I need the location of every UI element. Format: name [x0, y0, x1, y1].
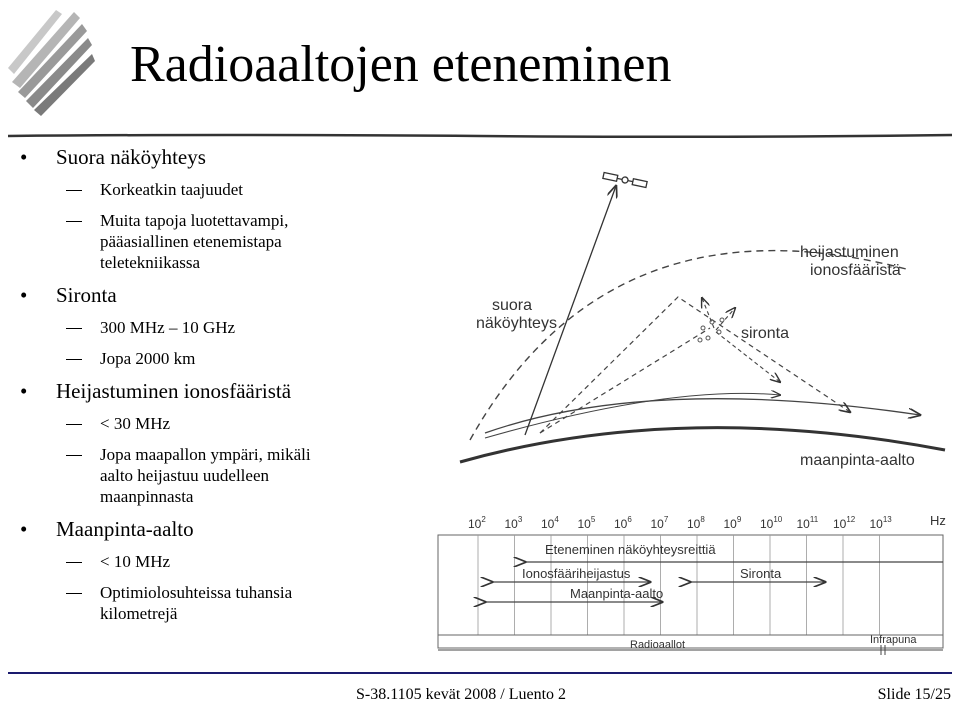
frequency-tick-label: $10^{11}$ [796, 515, 819, 531]
frequency-tick-label: $10^5$ [577, 515, 596, 531]
label-ground-wave: maanpinta-aalto [800, 452, 915, 469]
bullet-dot-icon: • [20, 145, 28, 169]
frequency-tick-label: $10^{10}$ [760, 515, 783, 531]
dash-icon [66, 328, 82, 329]
title-divider [8, 133, 952, 138]
scatter-path [540, 328, 710, 433]
satellite-icon [603, 172, 647, 187]
bullet-dot-icon: • [20, 379, 28, 403]
label-line-of-sight-2: näköyhteys [476, 315, 557, 332]
infrared-label: Infrapuna [870, 634, 917, 646]
frequency-tick-label: $10^2$ [468, 515, 486, 531]
footer-slide-number: Slide 15/25 [877, 686, 951, 703]
line-of-sight-path [525, 186, 616, 435]
sub-bullet [20, 582, 420, 624]
dash-icon [66, 359, 82, 360]
slide-title: Radioaaltojen eteneminen [130, 36, 672, 93]
sub-bullet-text: < 10 MHz [100, 552, 171, 571]
bullet-dot-icon: • [20, 517, 28, 541]
frequency-tick-label: $10^8$ [687, 515, 705, 531]
footer-course: S-38.1105 kevät 2008 / Luento 2 [356, 686, 567, 703]
sub-bullet [20, 444, 420, 507]
frequency-tick-label: $10^6$ [614, 515, 632, 531]
dash-icon [66, 190, 82, 191]
ionosphere-dashed-curve [470, 251, 910, 440]
sub-bullet-text: 300 MHz – 10 GHz [100, 318, 236, 337]
sub-bullet-text: Jopa maapallon ympäri, mikäli aalto heijastuu uudelleen maanpinnasta [100, 445, 311, 506]
bullet-ground-wave [20, 517, 420, 541]
bar-line-of-sight-label: Eteneminen näköyhteysreittiä [545, 542, 716, 557]
bullet-line-of-sight [20, 145, 420, 169]
sub-bullet [20, 210, 420, 273]
frequency-ticks [468, 515, 892, 531]
bar-ground-wave-label: Maanpinta-aalto [570, 586, 664, 601]
sub-bullet-text: Optimiolosuhteissa tuhansia kilometrejä [100, 583, 293, 623]
frequency-tick-label: $10^{13}$ [869, 515, 892, 531]
dash-icon [66, 562, 82, 563]
unit-label: Hz [930, 513, 946, 528]
sub-bullet [20, 317, 420, 338]
label-ionosphere: heijastuminen [800, 244, 899, 261]
sub-bullet [20, 413, 420, 434]
dash-icon [66, 593, 82, 594]
frequency-tick-label: $10^7$ [650, 515, 669, 531]
bullet-list [20, 145, 420, 624]
bullet-scatter [20, 283, 420, 307]
university-logo [4, 4, 104, 124]
sub-bullet-text: Korkeatkin taajuudet [100, 180, 244, 199]
label-scatter: sironta [741, 325, 790, 342]
bar-ionosphere-label: Ionosfääriheijastus [522, 566, 631, 581]
frequency-tick-label: $10^4$ [541, 515, 559, 531]
frequency-tick-label: $10^{12}$ [833, 515, 856, 531]
sub-bullet [20, 179, 420, 200]
dash-icon [66, 424, 82, 425]
bullet-label: Maanpinta-aalto [56, 517, 194, 541]
label-line-of-sight: suora [492, 297, 533, 314]
frequency-tick-label: $10^3$ [504, 515, 523, 531]
bullet-label: Sironta [56, 283, 117, 307]
sub-bullet [20, 551, 420, 572]
sub-bullet [20, 348, 420, 369]
propagation-illustration [430, 150, 955, 670]
frequency-scale [468, 513, 946, 531]
sub-bullet-text: Muita tapoja luotettavampi, pääasiallinen etenemistapa teletekniikassa [100, 211, 289, 272]
bullet-label: Heijastuminen ionosfääristä [56, 379, 292, 403]
frequency-tick-label: $10^9$ [723, 515, 742, 531]
dash-icon [66, 455, 82, 456]
sub-bullet-text: Jopa 2000 km [100, 349, 196, 368]
footer-divider [8, 672, 952, 674]
sub-bullet-text: < 30 MHz [100, 414, 171, 433]
bullet-dot-icon: • [20, 283, 28, 307]
bullet-label: Suora näköyhteys [56, 145, 206, 169]
radio-waves-label: Radioaallot [630, 639, 686, 651]
label-ionosphere-2: ionosfääristä [810, 262, 901, 279]
dash-icon [66, 221, 82, 222]
bar-scatter-label: Sironta [740, 566, 782, 581]
bullet-ionosphere [20, 379, 420, 403]
